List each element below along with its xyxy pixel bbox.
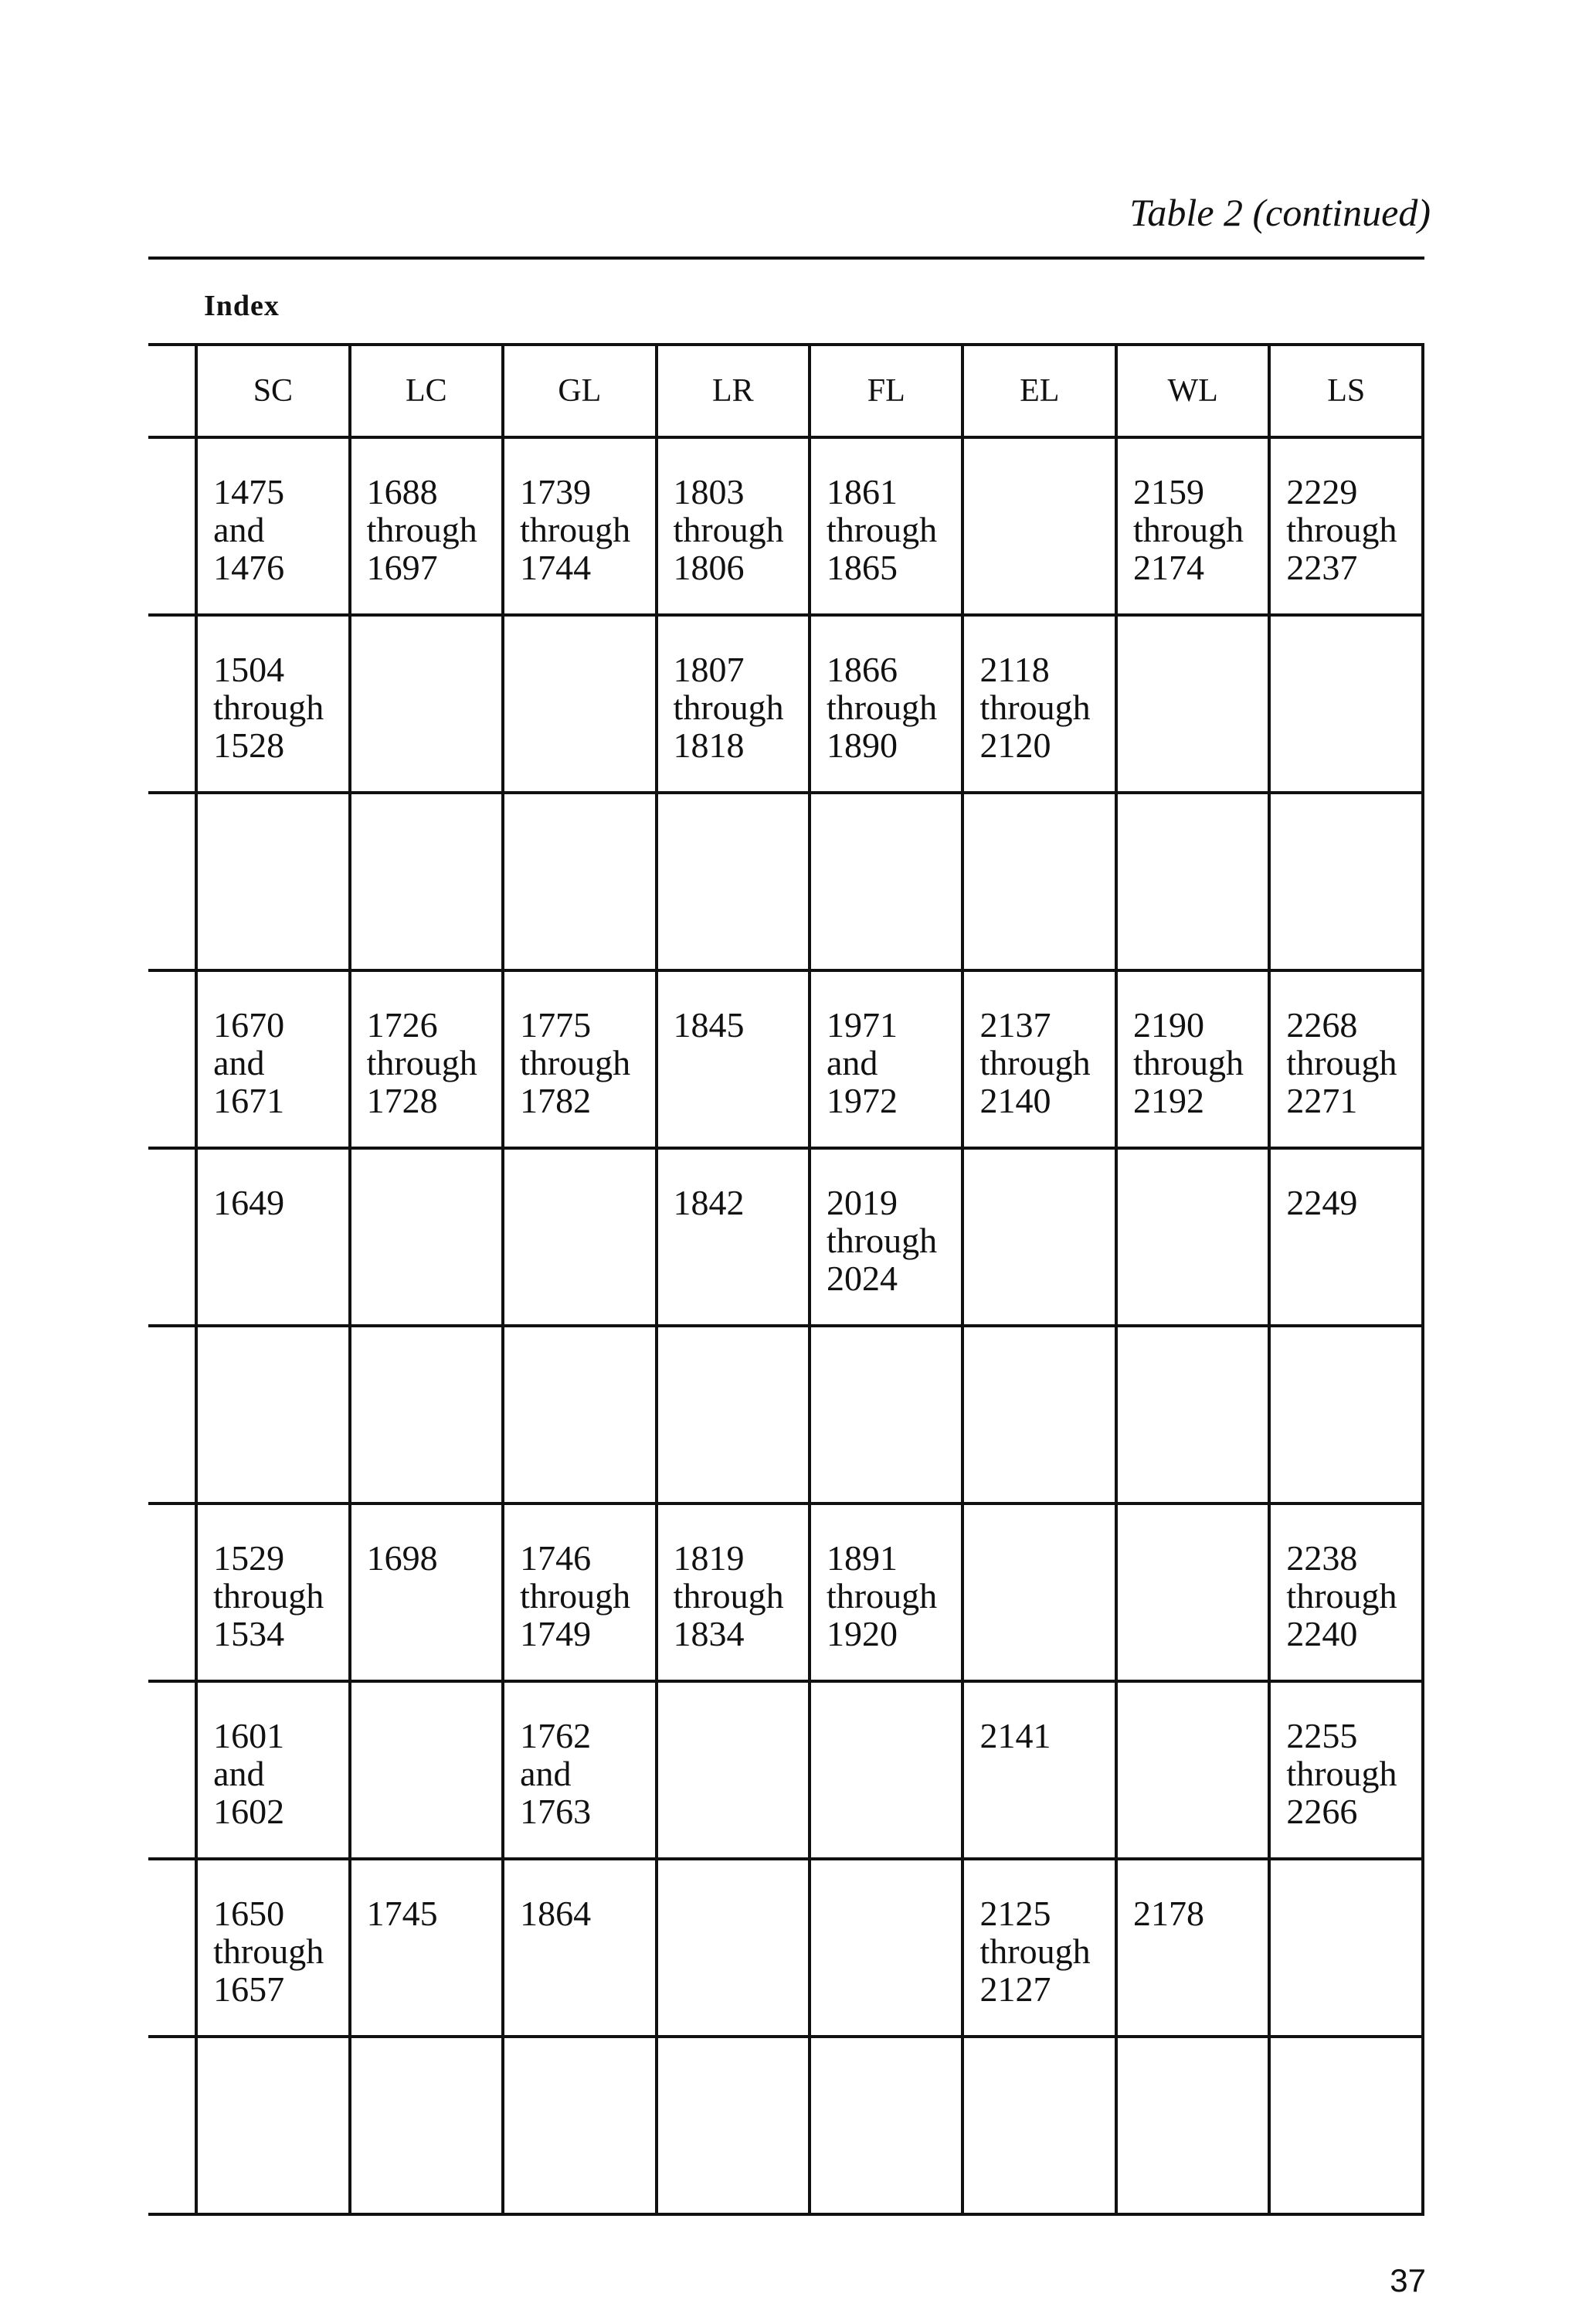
cell-text: 1670 and 1671 bbox=[213, 1005, 285, 1120]
table-cell bbox=[503, 1326, 656, 1503]
cell-text: 2255 through 2266 bbox=[1286, 1716, 1397, 1831]
table-cell bbox=[1116, 1859, 1269, 2037]
cell-text bbox=[351, 1150, 501, 1184]
cell-text bbox=[1271, 1327, 1421, 1361]
cell-text: 1739 through 1744 bbox=[520, 472, 631, 587]
table-cell bbox=[810, 1148, 962, 1326]
table-cell bbox=[657, 1148, 810, 1326]
cell-text: 2159 through 2174 bbox=[1132, 472, 1244, 587]
page-number: 37 bbox=[1390, 2262, 1426, 2299]
cell-text: 2238 through 2240 bbox=[1286, 1538, 1397, 1653]
cell-text bbox=[811, 1860, 961, 1894]
table-cell bbox=[503, 1681, 656, 1859]
table-cell bbox=[350, 793, 503, 970]
cell-text bbox=[658, 794, 808, 828]
table-cell bbox=[810, 1681, 962, 1859]
cell-text: 2118 through 2120 bbox=[979, 650, 1091, 765]
table-cell bbox=[1116, 1326, 1269, 1503]
row-spacer bbox=[148, 970, 196, 1148]
table-cell bbox=[503, 2037, 656, 2214]
cell-text bbox=[504, 1150, 654, 1184]
table-cell bbox=[503, 615, 656, 793]
row-spacer bbox=[148, 2037, 196, 2214]
table-row bbox=[148, 1148, 1423, 1326]
table-cell bbox=[503, 437, 656, 615]
table-cell bbox=[657, 1503, 810, 1681]
row-spacer bbox=[148, 1859, 196, 2037]
table-cell bbox=[1116, 437, 1269, 615]
cell-text: 1698 bbox=[366, 1538, 438, 1578]
table-cell bbox=[962, 970, 1115, 1148]
table-cell bbox=[503, 793, 656, 970]
cell-text bbox=[964, 1505, 1114, 1539]
table-cell bbox=[962, 1503, 1115, 1681]
cell-text: 1861 through 1865 bbox=[827, 472, 938, 587]
table-cell bbox=[810, 437, 962, 615]
table-cell bbox=[350, 615, 503, 793]
table-cell bbox=[1116, 1681, 1269, 1859]
header-spacer bbox=[148, 345, 196, 437]
cell-text: 1803 through 1806 bbox=[673, 472, 784, 587]
index-header-row bbox=[148, 257, 1424, 343]
table-cell bbox=[657, 2037, 810, 2214]
table-cell bbox=[503, 1148, 656, 1326]
cell-text bbox=[351, 2038, 501, 2072]
table-cell bbox=[350, 970, 503, 1148]
cell-text: 1745 bbox=[366, 1894, 438, 1933]
cell-text: 1688 through 1697 bbox=[366, 472, 477, 587]
cell-text bbox=[1118, 617, 1268, 651]
cell-text bbox=[811, 1327, 961, 1361]
table-cell bbox=[196, 1681, 349, 1859]
table-cell bbox=[1116, 970, 1269, 1148]
table-cell bbox=[962, 2037, 1115, 2214]
table-cell bbox=[657, 793, 810, 970]
table-cell bbox=[1116, 1148, 1269, 1326]
table-row bbox=[148, 1681, 1423, 1859]
table-cell bbox=[657, 1859, 810, 2037]
cell-text bbox=[504, 617, 654, 651]
table-cell bbox=[962, 1681, 1115, 1859]
cell-text: 1529 through 1534 bbox=[213, 1538, 324, 1653]
table-cell bbox=[810, 1859, 962, 2037]
table-cell bbox=[350, 1681, 503, 1859]
table-cell bbox=[657, 1681, 810, 1859]
table-cell bbox=[1269, 1503, 1423, 1681]
cell-text bbox=[1118, 1327, 1268, 1361]
table-row bbox=[148, 1503, 1423, 1681]
table-cell bbox=[962, 1326, 1115, 1503]
cell-text: 1891 through 1920 bbox=[827, 1538, 938, 1653]
table-cell bbox=[196, 615, 349, 793]
table-cell bbox=[1269, 1859, 1423, 2037]
table-cell bbox=[810, 1503, 962, 1681]
table-cell bbox=[503, 1859, 656, 2037]
column-header-wl: WL bbox=[1116, 345, 1269, 437]
table-cell bbox=[1269, 615, 1423, 793]
cell-text: 1866 through 1890 bbox=[827, 650, 938, 765]
table-cell bbox=[810, 970, 962, 1148]
table-cell bbox=[1269, 1326, 1423, 1503]
table-cell bbox=[196, 2037, 349, 2214]
cell-text bbox=[811, 2038, 961, 2072]
table-cell bbox=[657, 1326, 810, 1503]
table-cell bbox=[962, 793, 1115, 970]
table-cell bbox=[196, 793, 349, 970]
table-body bbox=[148, 437, 1423, 2214]
column-header-row bbox=[148, 345, 1423, 437]
table-cell bbox=[962, 1859, 1115, 2037]
cell-text bbox=[811, 1683, 961, 1717]
column-header-gl: GL bbox=[503, 345, 656, 437]
cell-text bbox=[1118, 1505, 1268, 1539]
cell-text bbox=[351, 1683, 501, 1717]
cell-text: 2137 through 2140 bbox=[979, 1005, 1091, 1120]
cell-text: 2249 bbox=[1286, 1183, 1358, 1222]
cell-text bbox=[1118, 2038, 1268, 2072]
cell-text bbox=[964, 439, 1114, 473]
cell-text: 1971 and 1972 bbox=[827, 1005, 898, 1120]
cell-text: 2125 through 2127 bbox=[979, 1894, 1091, 2009]
table-cell bbox=[350, 1148, 503, 1326]
table-cell bbox=[1116, 615, 1269, 793]
cell-text: 1726 through 1728 bbox=[366, 1005, 477, 1120]
index-table-sheet bbox=[148, 257, 1424, 2216]
table-cell bbox=[196, 1148, 349, 1326]
index-label: Index bbox=[204, 290, 280, 322]
column-header-lr: LR bbox=[657, 345, 810, 437]
table-cell bbox=[657, 437, 810, 615]
table-cell bbox=[350, 1859, 503, 2037]
cell-text bbox=[811, 794, 961, 828]
table-cell bbox=[196, 970, 349, 1148]
table-cell bbox=[503, 1503, 656, 1681]
cell-text bbox=[198, 794, 348, 828]
table-cell bbox=[1269, 2037, 1423, 2214]
table-cell bbox=[1269, 1681, 1423, 1859]
cell-text: 1845 bbox=[673, 1005, 745, 1045]
cell-text bbox=[1271, 2038, 1421, 2072]
cell-text: 2229 through 2237 bbox=[1286, 472, 1397, 587]
row-spacer bbox=[148, 437, 196, 615]
table-cell bbox=[810, 2037, 962, 2214]
table-cell bbox=[810, 793, 962, 970]
table-cell bbox=[962, 437, 1115, 615]
table-cell bbox=[962, 615, 1115, 793]
table-cell bbox=[503, 970, 656, 1148]
cell-text: 1601 and 1602 bbox=[213, 1716, 285, 1831]
cell-text: 1746 through 1749 bbox=[520, 1538, 631, 1653]
cell-text bbox=[351, 617, 501, 651]
cell-text: 2268 through 2271 bbox=[1286, 1005, 1397, 1120]
table-cell bbox=[1116, 793, 1269, 970]
cell-text: 1475 and 1476 bbox=[213, 472, 285, 587]
cell-text bbox=[1271, 617, 1421, 651]
table-cell bbox=[350, 1503, 503, 1681]
row-spacer bbox=[148, 1681, 196, 1859]
table-cell bbox=[196, 1326, 349, 1503]
cell-text bbox=[198, 1327, 348, 1361]
cell-text bbox=[658, 1860, 808, 1894]
cell-text bbox=[1118, 794, 1268, 828]
cell-text: 1649 bbox=[213, 1183, 285, 1222]
table-row bbox=[148, 1859, 1423, 2037]
table-cell bbox=[196, 1859, 349, 2037]
cell-text bbox=[658, 1327, 808, 1361]
table-cell bbox=[1116, 1503, 1269, 1681]
cell-text bbox=[964, 794, 1114, 828]
cell-text: 1864 bbox=[520, 1894, 592, 1933]
cell-text: 1650 through 1657 bbox=[213, 1894, 324, 2009]
row-spacer bbox=[148, 615, 196, 793]
table-row bbox=[148, 437, 1423, 615]
table-cell bbox=[810, 615, 962, 793]
table-cell bbox=[196, 1503, 349, 1681]
cell-text bbox=[1118, 1150, 1268, 1184]
table-row bbox=[148, 970, 1423, 1148]
cell-text: 2178 bbox=[1132, 1894, 1204, 1933]
table-row bbox=[148, 793, 1423, 970]
cell-text bbox=[1271, 794, 1421, 828]
cell-text bbox=[964, 2038, 1114, 2072]
table-cell bbox=[810, 1326, 962, 1503]
cell-text: 1807 through 1818 bbox=[673, 650, 784, 765]
table-cell bbox=[657, 970, 810, 1148]
table-cell bbox=[1269, 1148, 1423, 1326]
cell-text: 1504 through 1528 bbox=[213, 650, 324, 765]
table-row bbox=[148, 1326, 1423, 1503]
table-cell bbox=[657, 615, 810, 793]
table-cell bbox=[1269, 793, 1423, 970]
table-row bbox=[148, 615, 1423, 793]
table-cell bbox=[350, 1326, 503, 1503]
row-spacer bbox=[148, 793, 196, 970]
row-spacer bbox=[148, 1503, 196, 1681]
cell-text bbox=[658, 1683, 808, 1717]
table-cell bbox=[196, 437, 349, 615]
cell-text: 2019 through 2024 bbox=[827, 1183, 938, 1298]
table-cell bbox=[350, 2037, 503, 2214]
cell-text bbox=[504, 2038, 654, 2072]
cell-text: 1775 through 1782 bbox=[520, 1005, 631, 1120]
cell-text bbox=[658, 2038, 808, 2072]
column-header-sc: SC bbox=[196, 345, 349, 437]
cell-text bbox=[351, 794, 501, 828]
column-header-ls: LS bbox=[1269, 345, 1423, 437]
cell-text: 2141 bbox=[979, 1716, 1051, 1755]
cell-text bbox=[1271, 1860, 1421, 1894]
cell-text bbox=[198, 2038, 348, 2072]
cell-text bbox=[964, 1150, 1114, 1184]
cell-text bbox=[504, 794, 654, 828]
row-spacer bbox=[148, 1148, 196, 1326]
column-header-fl: FL bbox=[810, 345, 962, 437]
table-row bbox=[148, 2037, 1423, 2214]
cell-text: 1762 and 1763 bbox=[520, 1716, 592, 1831]
cell-text: 2190 through 2192 bbox=[1132, 1005, 1244, 1120]
cell-text bbox=[504, 1327, 654, 1361]
cell-text bbox=[964, 1327, 1114, 1361]
cell-text bbox=[1118, 1683, 1268, 1717]
column-header-el: EL bbox=[962, 345, 1115, 437]
cell-text: 1819 through 1834 bbox=[673, 1538, 784, 1653]
table-caption: Table 2 (continued) bbox=[1129, 191, 1431, 234]
table-cell bbox=[1269, 970, 1423, 1148]
table-cell bbox=[1269, 437, 1423, 615]
row-spacer bbox=[148, 1326, 196, 1503]
index-table bbox=[148, 343, 1424, 2216]
table-cell bbox=[350, 437, 503, 615]
cell-text: 1842 bbox=[673, 1183, 745, 1222]
cell-text bbox=[351, 1327, 501, 1361]
table-cell bbox=[962, 1148, 1115, 1326]
column-header-lc: LC bbox=[350, 345, 503, 437]
table-cell bbox=[1116, 2037, 1269, 2214]
